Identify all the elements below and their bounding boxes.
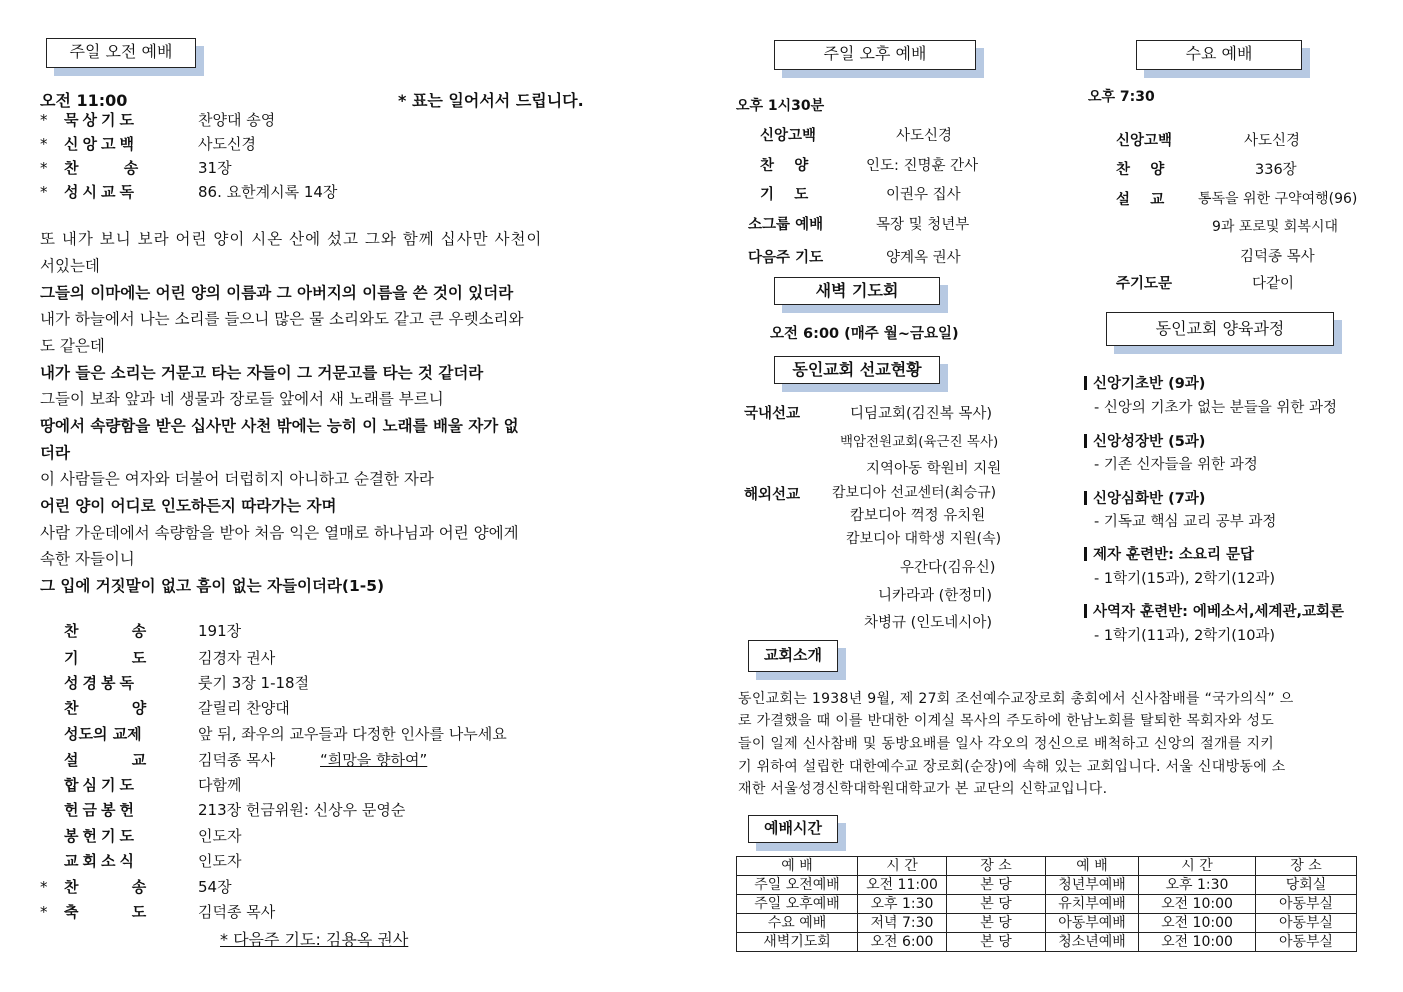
table-cell: 본 당 — [947, 933, 1046, 952]
church-intro-title: 교회소개 — [764, 646, 822, 664]
order-label: 성시교독 — [64, 183, 138, 201]
course-name — [1084, 543, 1254, 564]
wednesday-worship-title: 수요 예배 — [1185, 44, 1253, 63]
course-desc: - 신앙의 기초가 없는 분들을 위한 과정 — [1094, 400, 1337, 416]
order-value: 인도자 — [198, 852, 242, 870]
table-row — [737, 895, 1357, 914]
wednesday-time: 오후 7:30 — [1088, 89, 1155, 105]
verse-line: 이 사람들은 여자와 더불어 더럽히지 아니하고 순결한 자라 — [40, 470, 434, 488]
course-name-text: 신앙기초반 (9과) — [1093, 376, 1206, 392]
table-cell: 청년부예배 — [1046, 876, 1139, 895]
table-cell: 수요 예배 — [737, 914, 858, 933]
course-name — [1084, 430, 1205, 451]
order-value: 룻기 3장 1-18절 — [198, 674, 310, 692]
standing-star: * — [40, 111, 48, 129]
mission-item: 차병규 (인도네시아) — [864, 615, 992, 631]
verse-line: 또 내가 보니 보라 어린 양이 시온 산에 섰고 그와 함께 십사만 사천이 — [40, 230, 543, 248]
table-cell: 유치부예배 — [1046, 895, 1139, 914]
table-cell: 오후 1:30 — [858, 895, 947, 914]
table-cell: 저녁 7:30 — [858, 914, 947, 933]
training-title-box — [1106, 312, 1334, 346]
order-value: 김덕종 목사 — [198, 903, 276, 921]
wednesday-value: 336장 — [1255, 162, 1297, 178]
standing-star: * — [40, 183, 48, 201]
afternoon-label: 다음주 기도 — [748, 250, 824, 266]
wednesday-label: 설 교 — [1116, 192, 1165, 208]
order-label: 찬 송 — [64, 159, 139, 177]
table-cell: 아동부예배 — [1046, 914, 1139, 933]
table-header: 시 간 — [858, 857, 947, 876]
table-cell: 오전 10:00 — [1139, 895, 1256, 914]
table-cell: 당회실 — [1256, 876, 1357, 895]
order-value: 191장 — [198, 622, 242, 640]
afternoon-value: 목장 및 청년부 — [876, 217, 970, 233]
standing-star: * — [40, 135, 48, 153]
afternoon-label: 소그룹 예배 — [748, 217, 824, 233]
intro-line: 동인교회는 1938년 9월, 제 27회 조선예수교장로회 총회에서 신사참배를 “국가의식” 으 — [738, 691, 1294, 707]
table-row — [737, 933, 1357, 952]
standing-star: * — [40, 159, 48, 177]
afternoon-label: 신앙고백 — [760, 128, 817, 144]
verse-line: 서있는데 — [40, 257, 100, 275]
standing-star: * — [40, 878, 48, 896]
weekly-prayer-value: 다같이 — [1252, 276, 1295, 292]
wednesday-sermon-line2: 9과 포로및 회복시대 — [1212, 219, 1338, 235]
verse-line: 그들의 이마에는 어린 양의 이름과 그 아버지의 이름을 쓴 것이 있더라 — [40, 284, 514, 302]
table-header: 장 소 — [947, 857, 1046, 876]
course-name-text: 사역자 훈련반: 에베소서,세계관,교회론 — [1093, 604, 1345, 620]
wednesday-label: 찬 양 — [1116, 162, 1165, 178]
schedule-table — [736, 856, 1357, 952]
verse-line: 도 같은데 — [40, 337, 105, 355]
verse-line: 내가 하늘에서 나는 소리를 들으니 많은 물 소리와도 같고 큰 우렛소리와 — [40, 310, 524, 328]
order-value: 김덕종 목사 — [198, 751, 276, 769]
table-cell: 본 당 — [947, 876, 1046, 895]
wednesday-label: 신앙고백 — [1116, 133, 1173, 149]
order-label: 찬 양 — [64, 699, 147, 717]
order-label: 봉헌기도 — [64, 827, 138, 845]
order-value: 앞 뒤, 좌우의 교우들과 다정한 인사를 나누세요 — [198, 725, 507, 743]
verse-line: 더라 — [40, 444, 70, 462]
schedule-title-box — [748, 815, 838, 843]
order-value: 인도자 — [198, 827, 242, 845]
sermon-title: “희망을 향하여” — [320, 751, 428, 769]
standing-star: * — [40, 903, 48, 921]
afternoon-time: 오후 1시30분 — [736, 98, 825, 114]
bullet-bar-icon — [1084, 491, 1087, 505]
course-desc: - 기독교 핵심 교리 공부 과정 — [1094, 514, 1277, 530]
course-name — [1084, 372, 1205, 393]
morning-worship-title: 주일 오전 예배 — [69, 42, 173, 61]
order-value: 찬양대 송영 — [198, 111, 276, 129]
verse-line: 그들이 보좌 앞과 네 생물과 장로들 앞에서 새 노래를 부르니 — [40, 390, 444, 408]
table-cell: 아동부실 — [1256, 895, 1357, 914]
course-desc: - 1학기(11과), 2학기(10과) — [1094, 628, 1276, 644]
mission-item: 디딤교회(김진복 목사) — [850, 406, 992, 422]
course-name-text: 신앙심화반 (7과) — [1093, 491, 1206, 507]
order-label: 성경봉독 — [64, 674, 138, 692]
table-cell: 아동부실 — [1256, 914, 1357, 933]
order-label: 축 도 — [64, 903, 147, 921]
order-label: 헌금봉헌 — [64, 801, 138, 819]
verse-line: 사람 가운데에서 속량함을 받아 처음 익은 열매로 하나님과 어린 양에게 — [40, 524, 519, 542]
afternoon-value: 인도: 진명훈 간사 — [866, 158, 979, 174]
order-label: 신앙고백 — [64, 135, 138, 153]
order-label: 교회소식 — [64, 852, 138, 870]
schedule-title: 예배시간 — [764, 819, 822, 837]
domestic-mission-label: 국내선교 — [744, 406, 801, 422]
order-label: 기 도 — [64, 649, 147, 667]
order-value: 갈릴리 찬양대 — [198, 699, 290, 717]
bullet-bar-icon — [1084, 547, 1087, 561]
bullet-bar-icon — [1084, 376, 1087, 390]
intro-line: 로 가결했을 때 이를 반대한 이계실 목사의 주도하에 한남노회를 탈퇴한 목회자와 성도 — [738, 713, 1275, 729]
course-name — [1084, 487, 1205, 508]
afternoon-worship-title: 주일 오후 예배 — [823, 44, 927, 63]
order-value: 86. 요한계시록 14장 — [198, 183, 338, 201]
order-value: 54장 — [198, 878, 232, 896]
course-desc: - 1학기(15과), 2학기(12과) — [1094, 571, 1276, 587]
verse-line: 그 입에 거짓말이 없고 흠이 없는 자들이더라(1-5) — [40, 577, 385, 595]
afternoon-label: 기 도 — [760, 187, 809, 203]
morning-time: 오전 11:00 — [40, 91, 128, 110]
weekly-prayer-label: 주기도문 — [1116, 276, 1173, 292]
intro-line: 들이 일제 신사참배 및 동방요배를 일사 각오의 정신으로 배척하고 신앙의 절개를 지키 — [738, 736, 1275, 752]
order-value: 김경자 권사 — [198, 649, 276, 667]
standing-note: * 표는 일어서서 드립니다. — [398, 91, 584, 110]
course-name — [1084, 600, 1344, 621]
order-label: 합심기도 — [64, 776, 138, 794]
table-header: 예 배 — [1046, 857, 1139, 876]
afternoon-value: 사도신경 — [896, 128, 953, 144]
table-cell: 주일 오전예배 — [737, 876, 858, 895]
order-label: 성도의 교제 — [64, 725, 142, 743]
table-header: 시 간 — [1139, 857, 1256, 876]
wednesday-worship-title-box — [1136, 40, 1302, 70]
verse-line: 내가 들은 소리는 거문고 타는 자들이 그 거문고를 타는 것 같더라 — [40, 364, 484, 382]
training-title: 동인교회 양육과정 — [1155, 319, 1285, 338]
foreign-mission-label: 해외선교 — [744, 487, 801, 503]
bullet-bar-icon — [1084, 434, 1087, 448]
table-cell: 오전 10:00 — [1139, 933, 1256, 952]
table-cell: 새벽기도회 — [737, 933, 858, 952]
mission-item: 캄보디아 꺽정 유치원 — [850, 508, 986, 524]
table-cell: 오전 10:00 — [1139, 914, 1256, 933]
next-week-prayer: * 다음주 기도: 김용옥 권사 — [220, 930, 409, 949]
dawn-time: 오전 6:00 (매주 월~금요일) — [770, 326, 959, 342]
table-cell: 아동부실 — [1256, 933, 1357, 952]
table-cell: 주일 오후예배 — [737, 895, 858, 914]
verse-line: 속한 자들이니 — [40, 550, 135, 568]
table-row — [737, 876, 1357, 895]
table-cell: 본 당 — [947, 895, 1046, 914]
table-cell: 오전 6:00 — [858, 933, 947, 952]
table-header: 예 배 — [737, 857, 858, 876]
afternoon-label: 찬 양 — [760, 158, 809, 174]
intro-line: 재한 서울성경신학대학원대학교가 본 교단의 신학교입니다. — [738, 781, 1108, 797]
wednesday-value: 사도신경 — [1244, 133, 1301, 149]
dawn-prayer-title: 새벽 기도회 — [815, 281, 899, 300]
table-cell: 오전 11:00 — [858, 876, 947, 895]
table-cell: 오후 1:30 — [1139, 876, 1256, 895]
order-label: 찬 송 — [64, 878, 147, 896]
mission-item: 지역아동 학원비 지원 — [866, 461, 1002, 477]
mission-item: 백암전원교회(육근진 목사) — [840, 434, 999, 450]
table-cell: 청소년예배 — [1046, 933, 1139, 952]
mission-title-box — [774, 356, 940, 384]
order-label: 묵상기도 — [64, 111, 138, 129]
order-value: 31장 — [198, 159, 232, 177]
mission-item: 니카라과 (한정미) — [878, 588, 992, 604]
course-name-text: 제자 훈련반: 소요리 문답 — [1093, 547, 1255, 563]
table-cell: 본 당 — [947, 914, 1046, 933]
bullet-bar-icon — [1084, 604, 1087, 618]
table-header-row — [737, 857, 1357, 876]
table-header: 장 소 — [1256, 857, 1357, 876]
order-value: 사도신경 — [198, 135, 256, 153]
church-intro-title-box — [748, 640, 838, 672]
mission-item: 캄보디아 선교센터(최승규) — [832, 485, 997, 501]
table-row — [737, 914, 1357, 933]
wednesday-preacher: 김덕종 목사 — [1240, 249, 1315, 265]
morning-worship-title-box — [46, 38, 196, 68]
mission-title: 동인교회 선교현황 — [792, 360, 922, 379]
mission-item: 캄보디아 대학생 지원(속) — [846, 531, 1002, 547]
verse-line: 땅에서 속량함을 받은 십사만 사천 밖에는 능히 이 노래를 배울 자가 없 — [40, 417, 519, 435]
dawn-prayer-title-box — [774, 277, 940, 305]
course-desc: - 기존 신자들을 위한 과정 — [1094, 457, 1258, 473]
wednesday-value: 통독을 위한 구약여행(96) — [1198, 191, 1358, 207]
order-value: 213장 헌금위원: 신상우 문영순 — [198, 801, 406, 819]
afternoon-value: 양계옥 권사 — [886, 250, 961, 266]
afternoon-value: 이권우 집사 — [886, 187, 961, 203]
order-value: 다함께 — [198, 776, 242, 794]
mission-item: 우간다(김유신) — [900, 560, 996, 576]
order-label: 설 교 — [64, 751, 147, 769]
intro-line: 기 위하여 설립한 대한예수교 장로회(순장)에 속해 있는 교회입니다. 서울 신대방동에 소 — [738, 759, 1286, 775]
verse-line: 어린 양이 어디로 인도하든지 따라가는 자며 — [40, 497, 337, 515]
afternoon-worship-title-box — [774, 40, 976, 70]
order-label: 찬 송 — [64, 622, 147, 640]
course-name-text: 신앙성장반 (5과) — [1093, 434, 1206, 450]
